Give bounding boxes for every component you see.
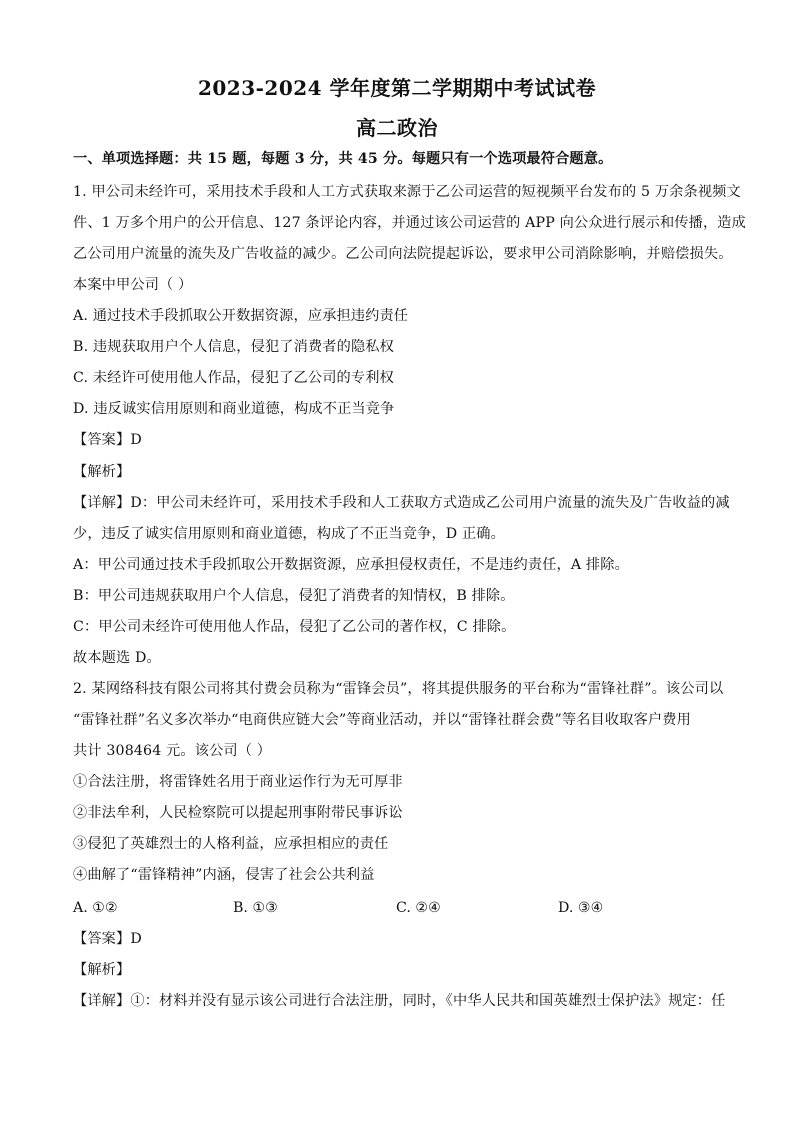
q2-answer: 【答案】D [73, 931, 142, 947]
q2-statement-2: ②非法牟利，人民检察院可以提起刑事附带民事诉讼 [73, 805, 403, 821]
section-heading: 一、单项选择题：共 15 题，每题 3 分，共 45 分。每题只有一个选项最符合题意。 [73, 151, 613, 167]
q1-option-c: C. 未经许可使用他人作品，侵犯了乙公司的专利权 [73, 370, 394, 386]
q2-stem-line: 2. 某网络科技有限公司将其付费会员称为“雷锋会员”，将其提供服务的平台称为“雷锋社群”。该公司以 [73, 681, 724, 697]
q1-stem-line: 本案中甲公司（ ） [73, 277, 193, 293]
q1-option-b: B. 违规获取用户个人信息，侵犯了消费者的隐私权 [73, 339, 394, 355]
q1-analysis-label: 【解析】 [73, 464, 131, 480]
q1-stem-line: 1. 甲公司未经许可，采用技术手段和人工方式获取来源于乙公司运营的短视频平台发布的 5 万余条视频文 [73, 184, 741, 200]
q2-choice-d: D. ③④ [558, 900, 604, 916]
q1-stem-line: 乙公司用户流量的流失及广告收益的减少。乙公司向法院提起诉讼，要求甲公司消除影响，并赔偿损失。 [73, 246, 733, 262]
q1-stem-line: 件、1 万多个用户的公开信息、127 条评论内容，并通过该公司运营的 APP 向公众进行展示和传播，造成 [73, 215, 746, 231]
q2-choice-c: C. ②④ [396, 900, 441, 916]
q2-choice-a: A. ①② [73, 900, 118, 916]
q1-detail-line: A：甲公司通过技术手段抓取公开数据资源，应承担侵权责任，不是违约责任，A 排除。 [73, 557, 629, 573]
q2-stem-line: “雷锋社群”名义多次举办“电商供应链大会”等商业活动，并以“雷锋社群会费”等名目收取客户费用 [73, 712, 691, 728]
q1-detail-line: 【详解】D：甲公司未经许可，采用技术手段和人工获取方式造成乙公司用户流量的流失及广告收益的减 [73, 495, 730, 511]
q2-statement-3: ③侵犯了英雄烈士的人格利益，应承担相应的责任 [73, 836, 389, 852]
q1-detail-line: C：甲公司未经许可使用他人作品，侵犯了乙公司的著作权，C 排除。 [73, 619, 516, 635]
q1-option-a: A. 通过技术手段抓取公开数据资源，应承担违约责任 [73, 308, 409, 324]
q2-statement-1: ①合法注册，将雷锋姓名用于商业运作行为无可厚非 [73, 774, 403, 790]
q2-analysis-label: 【解析】 [73, 962, 131, 978]
q1-option-d: D. 违反诚实信用原则和商业道德，构成不正当竞争 [73, 401, 395, 417]
q1-answer: 【答案】D [73, 432, 142, 448]
q1-detail-line: B：甲公司违规获取用户个人信息，侵犯了消费者的知情权，B 排除。 [73, 588, 515, 604]
q1-detail-line: 故本题选 D。 [73, 650, 161, 666]
q1-detail-line: 少，违反了诚实信用原则和商业道德，构成了不正当竞争，D 正确。 [73, 526, 505, 542]
q2-stem-line: 共计 308464 元。该公司（ ） [73, 743, 272, 759]
q2-statement-4: ④曲解了“雷锋精神”内涵，侵害了社会公共利益 [73, 867, 375, 883]
q2-detail-line: 【详解】①：材料并没有显示该公司进行合法注册，同时，《中华人民共和国英雄烈士保护法》规定：任 [73, 993, 726, 1009]
q2-choice-b: B. ①③ [233, 900, 278, 916]
exam-subject: 高二政治 [356, 116, 438, 140]
exam-title: 2023-2024 学年度第二学期期中考试试卷 [197, 76, 597, 100]
